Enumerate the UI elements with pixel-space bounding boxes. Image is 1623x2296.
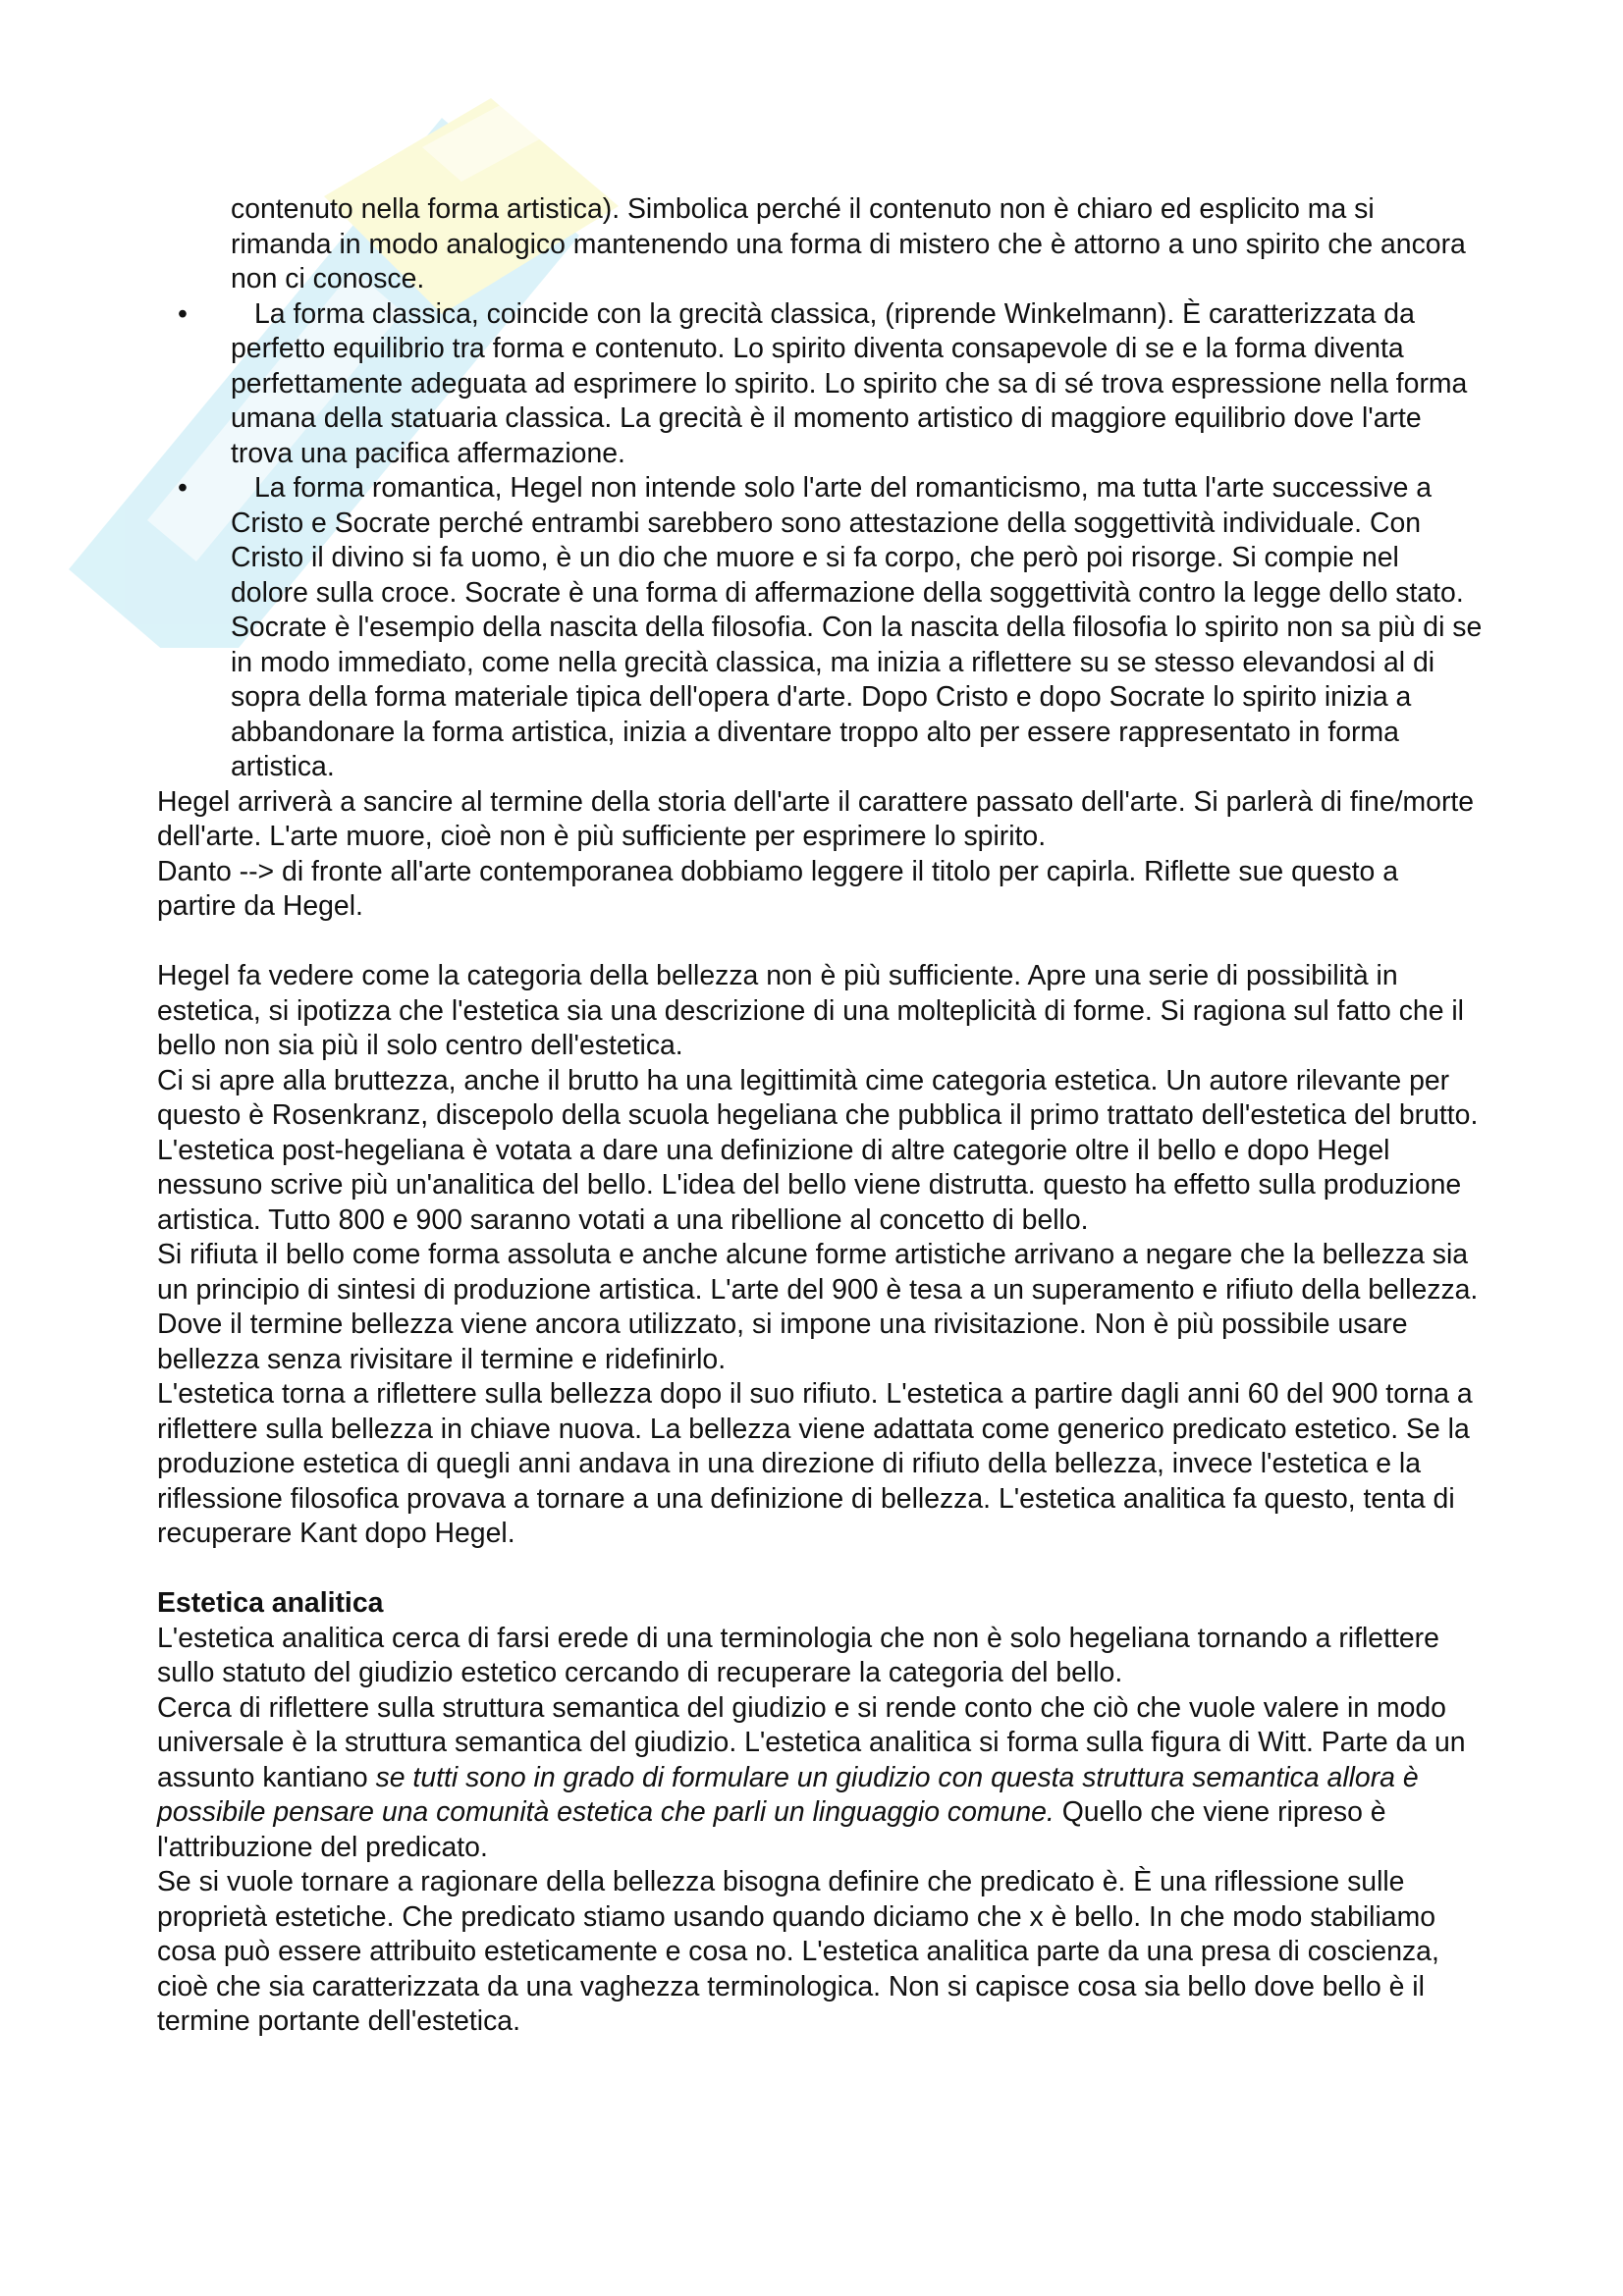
bullet-item-classica [178,297,1483,472]
bullet-text: La forma romantica, Hegel non intende solo l'arte del romanticismo, ma tutta l'arte successive a Cristo e Socrate perché entrambi sarebbero sono attestazione della soggettività individuale. Con Cristo il divino si fa uomo, è un dio che muore e si fa corpo, che però poi risorge. Si compie nel dolore sulla croce. Socrate è una forma di affermazione della soggettività contro la legge dello stato. Socrate è l'esempio della nascita della filosofia. Con la nascita della filosofia lo spirito non sa più di se in modo immediato, come nella grecità classica, ma inizia a riflettere su se stesso elevandosi al di sopra della forma materiale tipica dell'opera d'arte. Dopo Cristo e dopo Socrate lo spirito inizia a abbandonare la forma artistica, inizia a diventare troppo alto per essere rappresentato in forma artistica. [231,472,1483,782]
paragraph-hegel-fine-arte: Hegel arriverà a sancire al termine della storia dell'arte il carattere passato dell'arte. Si parlerà di fine/morte dell'arte. L'arte muore, cioè non è più sufficiente per esprimere lo spirito. [157,785,1475,852]
bullet-marker: • [178,297,188,330]
paragraph-danto: Danto --> di fronte all'arte contemporanea dobbiamo leggere il titolo per capirla. Riflette sue questo a partire da Hegel. [157,855,1399,922]
bullet-list [157,297,1483,785]
section-heading: Estetica analitica [157,1587,384,1619]
paragraph-ritorno-bellezza: L'estetica torna a riflettere sulla bellezza dopo il suo rifiuto. L'estetica a partire dagli anni 60 del 900 torna a riflettere sulla bellezza in chiave nuova. La bellezza viene adattata come generico predicato estetico. Se la produzione estetica di quegli anni andava in una direzione di rifiuto della bellezza, invece l'estetica e la riflessione filosofica provava a tornare a una definizione di bellezza. L'estetica analitica fa questo, tenta di recuperare Kant dopo Hegel. [157,1378,1473,1549]
italic-quote: se tutti sono in grado di formulare un giudizio con questa struttura semantica allora è possibile pensare una comunità estetica che parli un linguaggio comune. [157,1761,1419,1828]
bullet-text: La forma classica, coincide con la grecità classica, (riprende Winkelmann). È caratterizzata da perfetto equilibrio tra forma e contenuto. Lo spirito diventa consapevole di se e la forma diventa perfettamente adeguata ad esprimere lo spirito. Lo spirito che sa di sé trova espressione nella forma umana della statuaria classica. La grecità è il momento artistico di maggiore equilibrio dove l'arte trova una pacifica affermazione. [231,297,1468,469]
bullet-marker: • [178,472,188,504]
paragraph-bruttezza: Ci si apre alla bruttezza, anche il brutto ha una legittimità cime categoria estetica. Un autore rilevante per questo è Rosenkranz, discepolo della scuola hegeliana che pubblica il primo trattato dell'estetica del brutto. L'estetica post-hegeliana è votata a dare una definizione di altre categorie oltre il bello e dopo Hegel nessuno scrive più un'analitica del bello. L'idea del bello viene distrutta. questo ha effetto sulla produzione artistica. Tutto 800 e 900 saranno votati a una ribellione al concetto di bello. [157,1064,1479,1236]
paragraph-analitica-2 [157,1691,1483,1866]
paragraph-rifiuto-bello: Si rifiuta il bello come forma assoluta e anche alcune forme artistiche arrivano a negare che la bellezza sia un principio di sintesi di produzione artistica. L'arte del 900 è tesa a un superamento e rifiuto della bellezza. [157,1239,1479,1306]
text-span: Cerca di riflettere sulla struttura semantica del giudizio e si rende conto che ciò che vuole valere in modo universale è la struttura semantica del giudizio. L'estetica analitica si forma sulla figura di Witt. Parte da un assunto kantiano [157,1691,1466,1793]
continuation-paragraph: contenuto nella forma artistica). Simbolica perché il contenuto non è chiaro ed esplicito ma si rimanda in modo analogico mantenendo una forma di mistero che è attorno a uno spirito che ancora non ci conosce. [231,193,1466,294]
paragraph-rivisitazione: Dove il termine bellezza viene ancora utilizzato, si impone una rivisitazione. Non è più possibile usare bellezza senza rivisitare il termine e ridefinirlo. [157,1308,1408,1375]
blank-line [157,925,1483,960]
paragraph-analitica-1: L'estetica analitica cerca di farsi erede di una terminologia che non è solo hegeliana tornando a riflettere sullo statuto del giudizio estetico cercando di recuperare la categoria del bello. [157,1622,1439,1688]
paragraph-categoria-bellezza: Hegel fa vedere come la categoria della bellezza non è più sufficiente. Apre una serie di possibilità in estetica, si ipotizza che l'estetica sia una descrizione di una molteplicità di forme. Si ragiona sul fatto che il bello non sia più il solo centro dell'estetica. [157,960,1464,1061]
blank-line [157,1552,1483,1587]
document-body [157,192,1483,2040]
paragraph-analitica-3: Se si vuole tornare a ragionare della bellezza bisogna definire che predicato è. È una riflessione sulle proprietà estetiche. Che predicato stiamo usando quando diciamo che x è bello. In che modo stabiliamo cosa può essere attribuito esteticamente e cosa no. L'estetica analitica parte da una presa di coscienza, cioè che sia caratterizzata da una vaghezza terminologica. Non si capisce cosa sia bello dove bello è il termine portante dell'estetica. [157,1866,1439,2037]
bullet-item-romantica [178,471,1483,785]
text-span: Quello che viene ripreso è l'attribuzione del predicato. [157,1796,1386,1863]
